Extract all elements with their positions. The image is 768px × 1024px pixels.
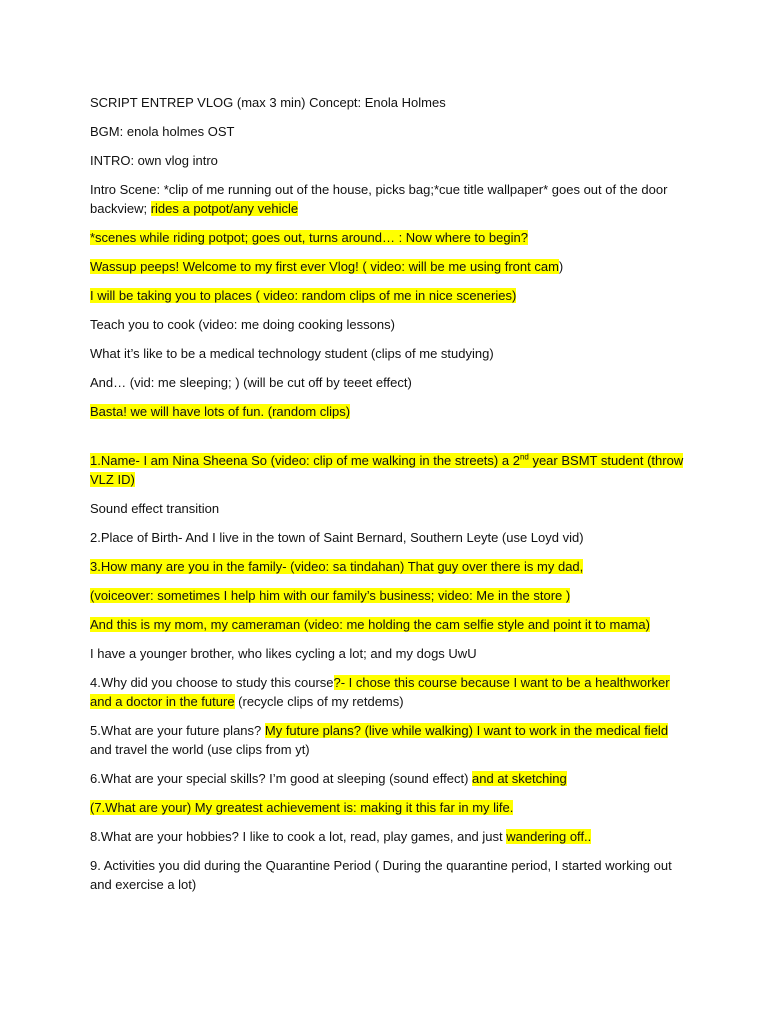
achievement-line: (7.What are your) My greatest achievement is: making it this far in my life. xyxy=(90,800,514,815)
mom-line: And this is my mom, my cameraman (video: me holding the cam selfie style and point it to mama) xyxy=(90,617,650,632)
wassup-line: Wassup peeps! Welcome to my first ever Vlog! ( video: will be me using front cam) xyxy=(90,259,564,274)
course-line: 4.Why did you choose to study this course?- I chose this course because I want to be a healthworker and a doctor in the future (recycle clips of my retdems) xyxy=(90,675,670,709)
blank-line xyxy=(90,431,688,451)
sound-effect-line: Sound effect transition xyxy=(90,501,220,516)
intro-scene-line: Intro Scene: *clip of me running out of the house, picks bag;*cue title wallpaper* goes out of the door backview; rides a potpot/any vehicle xyxy=(90,182,668,216)
hobbies-line: 8.What are your hobbies? I like to cook a lot, read, play games, and just wandering off.. xyxy=(90,829,592,844)
sleeping-line: And… (vid: me sleeping; ) (will be cut off by teeet effect) xyxy=(90,375,412,390)
highlighted-text: rides a potpot/any vehicle xyxy=(150,201,299,216)
script-title-line: SCRIPT ENTREP VLOG (max 3 min) Concept: Enola Holmes xyxy=(90,95,446,110)
bgm-line: BGM: enola holmes OST xyxy=(90,124,235,139)
skills-line: 6.What are your special skills? I’m good at sleeping (sound effect) and at sketching xyxy=(90,771,567,786)
family-line: 3.How many are you in the family- (video: sa tindahan) That guy over there is my dad, xyxy=(90,559,584,574)
intro-line: INTRO: own vlog intro xyxy=(90,153,218,168)
places-line: I will be taking you to places ( video: random clips of me in nice sceneries) xyxy=(90,288,517,303)
basta-line: Basta! we will have lots of fun. (random clips) xyxy=(90,404,351,419)
medtech-line: What it’s like to be a medical technology student (clips of me studying) xyxy=(90,346,494,361)
future-plans-line: 5.What are your future plans? My future plans? (live while walking) I want to work in the medical field and travel the world (use clips from yt) xyxy=(90,723,669,757)
brother-line: I have a younger brother, who likes cycling a lot; and my dogs UwU xyxy=(90,646,477,661)
voiceover-line: (voiceover: sometimes I help him with our family’s business; video: Me in the store ) xyxy=(90,588,571,603)
name-line: 1.Name- I am Nina Sheena So (video: clip of me walking in the streets) a 2nd year BSMT student (throw VLZ ID) xyxy=(90,452,684,487)
cook-line: Teach you to cook (video: me doing cooking lessons) xyxy=(90,317,395,332)
place-of-birth-line: 2.Place of Birth- And I live in the town of Saint Bernard, Southern Leyte (use Loyd vid) xyxy=(90,530,584,545)
quarantine-line: 9. Activities you did during the Quarantine Period ( During the quarantine period, I started working out and exercise a lot) xyxy=(90,858,672,892)
scene-riding-line: *scenes while riding potpot; goes out, turns around… : Now where to begin? xyxy=(90,230,528,245)
